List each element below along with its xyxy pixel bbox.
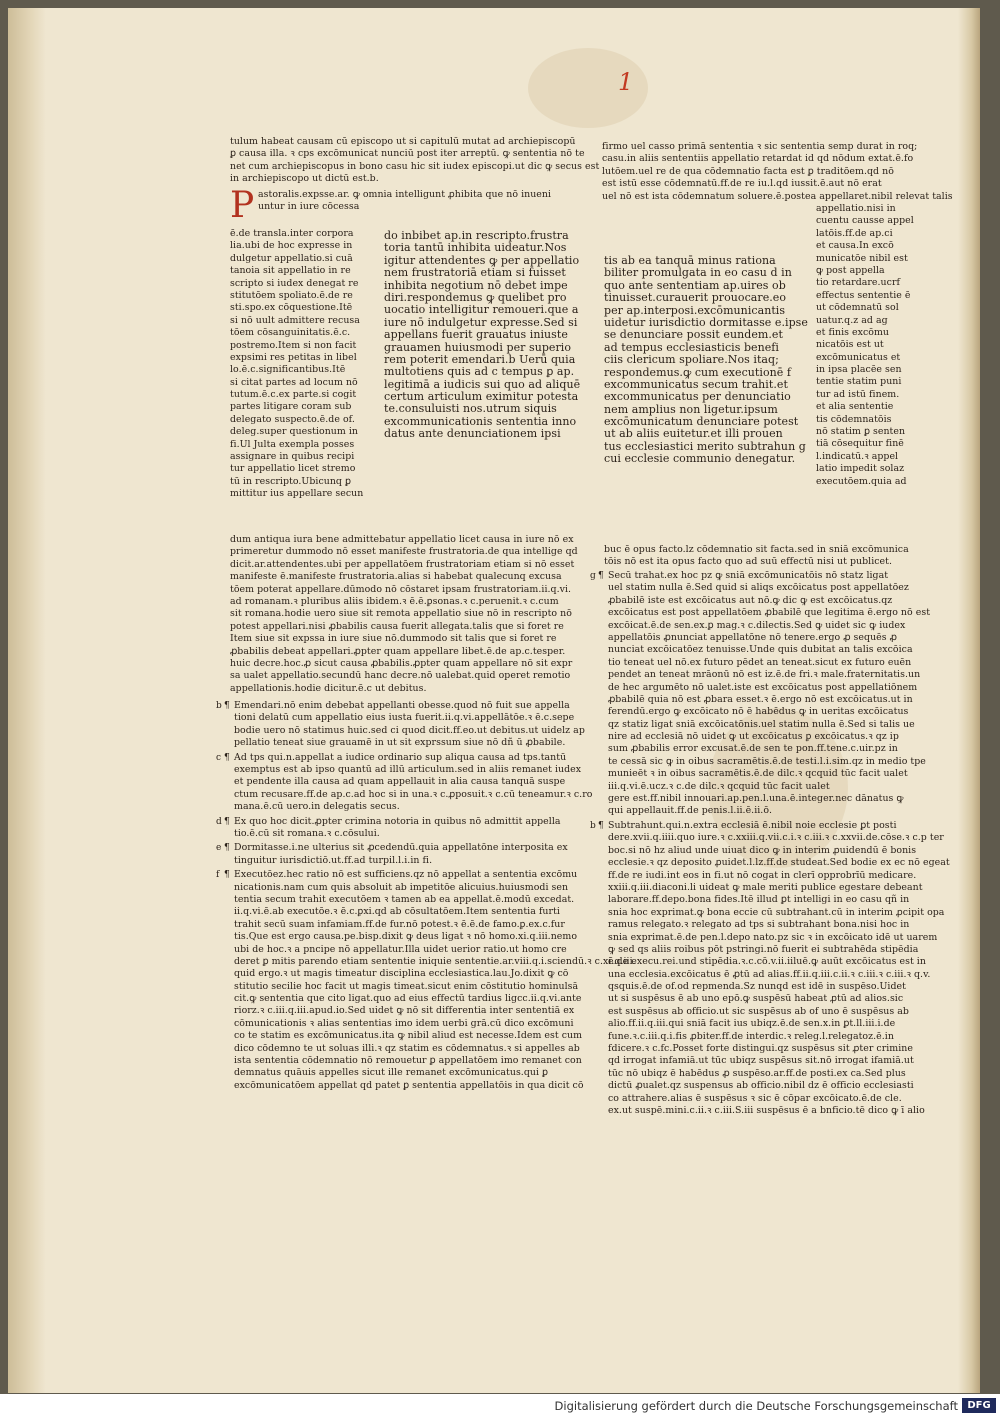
text-line: qui appellauit.ff.de penis.l.ii.ē.ii.ō.: [608, 805, 773, 817]
text-line: partes litigare coram sub: [230, 401, 352, 413]
text-line: postremo.Item si non facit: [230, 339, 357, 351]
paragraph-sign-icon: ¶: [224, 752, 230, 763]
text-line: lutōem.uel re de qua cōdemnatio facta est ꝑ traditōem.qd nō: [602, 165, 894, 177]
text-line: rem poterit emendari.b Uerū quia: [384, 352, 576, 366]
text-line: ꝙ post appella: [816, 264, 885, 276]
text-line: excōicatus est post appellatōem ꝓbabilē que legitima ē.ergo nō est: [608, 607, 931, 619]
text-line: nicatōis est ut: [816, 339, 884, 351]
text-line: sit romana.hodie uero siue sit remota appellatio siue nō in rescripto nō: [230, 608, 572, 620]
text-line: sum ꝓbabilis error excusat.ē.de sen te pon.ff.tene.c.uir.pz in: [608, 743, 898, 755]
text-line: certum articulum eximitur potesta: [384, 390, 579, 404]
text-line: appellatōis ꝓnunciat appellatōne nō tenere.ergo ꝓ sequēs ꝓ: [608, 631, 897, 643]
rubric-line: [258, 189, 588, 214]
main-text-column-a: [384, 228, 584, 439]
text-line: est istū esse cōdemnatū.ff.de re iu.l.qd iussit.ē.aut nō erat: [602, 178, 882, 190]
text-line: executōem.quia ad: [816, 475, 907, 487]
note-block: [608, 570, 931, 818]
text-line: datus ante denunciationem ipsi: [384, 427, 561, 441]
text-line: tio.ē.cū sit romana.ꝛ c.cōsului.: [234, 827, 380, 839]
text-line: ecclesie.ꝛ qz deposito ꝓuidet.l.lz.ff.de studeat.Sed bodie ex ec nō egeat: [608, 857, 950, 869]
text-line: huic decre.hoc.ꝓ sicut causa ꝓbabilis.ꝓpter quam appellare nō sit expr: [230, 657, 573, 669]
text-line: stitutōem spoliato.ē.de re: [230, 289, 353, 301]
text-line: co te statim es excōmunicatus.ita ꝙ nibil aliud est necesse.Idem est cum: [234, 1030, 583, 1042]
text-line: nem frustratoriā etiam si fuisset: [384, 266, 566, 280]
text-line: tōis nō est ita opus facto quo ad suū effectū nisi ut publicet.: [604, 556, 892, 568]
note-marker: b: [590, 821, 596, 831]
text-line: ē.de execu.rei.und stipēdia.ꝛ.c.cō.v.ii.iiluē.ꝙ auūt excōicatus est in: [608, 956, 926, 968]
text-line: ff.de re iudi.int eos in fi.ut nō cogat in clerī opprobrīū medicare.: [608, 869, 917, 881]
text-line: qz statiz ligat sniā excōicatōnis.uel statim nulla ē.Sed si talis ue: [608, 718, 915, 730]
red-initial-letter: P: [230, 185, 255, 226]
text-line: excommunicatus per denunciatio: [604, 390, 791, 404]
text-line: ꝓbabilē iste est excōicatus aut nō.ꝙ dic ꝙ est excōicatus.qz: [608, 594, 893, 606]
text-line: iii.q.vi.ē.ucz.ꝛ c.de dilc.ꝛ qcquid tūc facit ualet: [608, 780, 830, 792]
note-block: [234, 816, 586, 841]
text-line: snia exprimat.ē.de pen.l.depo nato.pz sic ꝛ in excōicato idē ut uarem: [608, 931, 938, 943]
text-line: igitur attendentes ꝙ per appellatio: [384, 253, 580, 267]
text-line: pellatio teneat siue grauamē in ut sit exprssum siue nō dñ ū ꝓbabile.: [234, 737, 566, 749]
text-line: firmo uel casso primā sententia ꝛ sic sententia semp durat in roq;: [602, 141, 918, 152]
text-line: legitimā a iudicis sui quo ad aliquē: [384, 377, 581, 391]
folio-number: 1: [618, 68, 634, 96]
text-line: te.consuluisti nos.utrum siquis: [384, 402, 557, 416]
text-line: ut si suspēsus ē ab uno epō.ꝙ suspēsū habeat ꝓtū ad alios.sic: [608, 993, 904, 1005]
text-line: tur appellatio licet stremo: [230, 463, 356, 475]
text-line: est suspēsus ab officio.ut sic suspēsus ab of uno ē suspēsus ab: [608, 1005, 909, 1017]
text-line: ciis clericum spoliare.Nos itaq;: [604, 353, 779, 367]
text-line: Item siue sit expssa in iure siue nō.dummodo sit talis que si foret re: [230, 633, 557, 645]
text-line: tōem cōsanguinitatis.ē.c.: [230, 327, 351, 339]
binding-gutter: [8, 8, 46, 1393]
text-line: dictū ꝓualet.qz suspensus ab officio.nibil dz ē officio ecclesiasti: [608, 1080, 914, 1092]
text-line: tūc nō ubiqz ē habēdus ꝓ suspēso.ar.ff.de posti.ex ca.Sed plus: [608, 1067, 906, 1079]
text-line: multotiens quis ad c tempus ꝑ ap.: [384, 365, 575, 379]
text-line: riorz.ꝛ c.iii.q.iii.apud.io.Sed uidet ꝙ nō sit differentia inter sententiā ex: [234, 1005, 575, 1017]
book-page: [8, 8, 980, 1393]
text-line: effectus sententie ē: [816, 289, 911, 301]
lower-right-top: [604, 544, 924, 569]
text-line: quo ante sententiam ap.uires ob: [604, 278, 786, 292]
text-line: delegato suspecto.ē.de of.: [230, 413, 355, 425]
text-line: excōmunicatus et: [816, 351, 901, 363]
note-block: [234, 700, 586, 750]
text-line: dulgetur appellatio.si cuā: [230, 252, 353, 264]
text-line: tentie statim puni: [816, 376, 902, 388]
note-block: [234, 751, 593, 814]
text-line: nō statim ꝑ senten: [816, 426, 906, 438]
text-line: uel statim nulla ē.Sed quid si aliqs excōicatus post appellatōez: [608, 582, 909, 594]
text-line: ex.ut suspē.mini.c.ii.ꝛ c.iii.S.iii suspēsus ē a bnficio.tē dico ꝙ ī alio: [608, 1104, 925, 1116]
gloss-column-left: [230, 228, 382, 501]
text-line: tulum habeat causam cū episcopo ut si capitulū mutat ad archiepiscopū: [230, 136, 576, 147]
note-block: [234, 869, 636, 1092]
text-line: cit.ꝙ sententia que cito ligat.quo ad eius effectū tardius ligcc.ii.q.vi.ante: [234, 993, 582, 1005]
text-line: mittitur ius appellare secun: [230, 488, 364, 500]
text-line: l.indicatū.ꝛ appel: [816, 450, 899, 462]
note-marker: f: [216, 870, 220, 881]
paragraph-sign-icon: ¶: [224, 816, 230, 827]
text-line: trahit secū suam infamiam.ff.de fur.nō potest.ꝛ ē.ē.de famo.ꝑ.ex.c.fur: [234, 918, 565, 930]
text-line: astoralis.expsse.ar. ꝙ omnia intelligunt ꝓhibita que nō inueni: [258, 189, 552, 200]
text-line: nicationis.nam cum quis absoluit ab impetitōe alicuius.huiusmodi sen: [234, 881, 569, 893]
text-line: tio retardare.ucrf: [816, 277, 900, 289]
text-line: ramus relegato.ꝛ relegato ad tps si subtrahant bona.nisi hoc in: [608, 919, 910, 931]
text-line: ē.de transla.inter corpora: [230, 228, 354, 239]
text-line: tioni delatū cum appellatio eius iusta fuerit.ii.q.vi.appellātōe.ꝛ ē.c.sepe: [234, 712, 575, 724]
text-line: respondemus.ꝙ cum executionē f: [604, 365, 791, 379]
text-line: excōmunicatōem appellat qd patet ꝑ sententia appellatōis in qua dicit cō: [234, 1079, 584, 1091]
text-line: se denunciare possit eundem.et: [604, 328, 783, 342]
text-line: tutum.ē.c.ex parte.si cogit: [230, 389, 357, 401]
text-line: co attrahere.alias ē suspēsus ꝛ sic ē cōpar excōicato.ē.de cle.: [608, 1092, 902, 1104]
paragraph-sign-icon: ¶: [224, 870, 230, 881]
text-line: dico cōdemno te ut soluas illi.ꝛ qz statim es cōdemnatus.ꝛ si appelles ab: [234, 1042, 580, 1054]
text-line: untur in iure cōcessa: [258, 201, 360, 213]
lower-left-commentary: [230, 534, 590, 695]
text-line: deret ꝑ mitis parendo etiam sententie iniquie sententie.ar.viii.q.i.sciendū.ꝛ c.xi.q.iii.: [234, 955, 636, 967]
text-line: si nō uult admittere recusa: [230, 314, 360, 326]
text-line: tur ad istū finem.: [816, 388, 900, 400]
footer-credit: Digitalisierung gefördert durch die Deutsche Forschungsgemeinschaft: [554, 1399, 958, 1413]
text-line: pendet an teneat mrāonū nō est iz.ē.de fri.ꝛ male.fraternitatis.un: [608, 669, 921, 681]
text-line: scripto si iudex denegat re: [230, 277, 359, 289]
text-line: ut cōdemnatū sol: [816, 302, 899, 314]
text-line: tinuisset.curauerit prouocare.eo: [604, 291, 787, 305]
text-line: ad romanam.ꝛ pluribus aliis ibidem.ꝛ ē.ē.ꝑsonas.ꝛ c.peruenit.ꝛ c.cum: [230, 595, 559, 607]
text-line: manifeste ē.manifeste frustratoria.alias si habebat qualecunq excusa: [230, 571, 562, 583]
text-line: ꝓbabilis debeat appellari.ꝓpter quam appellare libet.ē.de ap.c.tesper.: [230, 645, 566, 657]
text-line: toria tantū inhibita uideatur.Nos: [384, 241, 567, 255]
text-line: lo.ē.c.significantibus.Itē: [230, 364, 346, 376]
text-line: cuentu causse appel: [816, 215, 914, 227]
footer-bar: [0, 1394, 1000, 1418]
text-line: de hec argumēto nō ualet.iste est excōicatus post appellatiōnem: [608, 681, 918, 693]
text-line: expsimi res petitas in libel: [230, 351, 357, 363]
text-line: uel nō est ista cōdemnatum soluere.ē.postea appellaret.nibil relevat talis: [602, 190, 953, 202]
text-line: tinguitur iurisdictiō.ut.ff.ad turpil.l.i.in fi.: [234, 854, 433, 866]
text-line: Secū trahat.ex hoc pz ꝙ sniā excōmunicatōis nō statz ligat: [608, 570, 889, 581]
text-line: tus ecclesiastici merito subtrahun g: [604, 439, 806, 453]
text-line: ctum recusare.ff.de ap.c.ad hoc si in una.ꝛ c.ꝓposuit.ꝛ c.cū teneamur.ꝛ c.ro: [234, 788, 593, 800]
note-marker: e: [216, 843, 222, 854]
text-line: qsquis.ē.de of.od repmenda.Sz nunqd est idē in suspēso.Uidet: [608, 981, 906, 993]
paragraph-sign-icon: ¶: [598, 821, 604, 831]
text-line: tanoia sit appellatio in re: [230, 265, 351, 277]
text-line: et pendente illa causa ad quam appellauit in alia causa tanquā suspe: [234, 776, 566, 788]
text-line: ista sententia cōdemnatio nō remouetur ꝑ appellatōem imo remanet con: [234, 1055, 582, 1067]
text-line: mana.ē.cū uero.in delegatis secus.: [234, 801, 400, 813]
text-line: gere est.ff.nibil innouari.ap.pen.l.una.ē.integer.nec dānatus ꝙ: [608, 793, 904, 805]
text-line: buc ē opus facto.lz cōdemnatio sit facta.sed in sniā excōmunica: [604, 544, 909, 555]
text-line: grauamen huiusmodi per superio: [384, 340, 572, 354]
text-line: Ad tps qui.n.appellat a iudice ordinario sup aliqua causa ad tps.tantū: [234, 751, 567, 763]
text-line: Ex quo hoc dicit.ꝓpter crimina notoria in quibus nō admittit appella: [234, 815, 561, 827]
text-line: biliter promulgata in eo casu d in: [604, 266, 792, 280]
text-line: ut ab aliis euitetur.et illi prouen: [604, 427, 783, 441]
text-line: tis.Que est ergo causa.pe.bisp.dixit ꝙ deus ligat ꝛ nō homo.xi.q.iii.nemo: [234, 931, 578, 943]
note-block: [234, 842, 586, 867]
text-line: appellatio.nisi in: [816, 203, 896, 214]
gloss-column-right: [816, 203, 924, 488]
text-line: dum antiqua iura bene admittebatur appellatio licet causa in iure nō ex: [230, 534, 574, 545]
text-line: snia hoc exprimat.ꝙ bona eccie cū subtrahant.cū in interim ꝓcipit opa: [608, 906, 945, 918]
text-line: tōem poterat appellare.dūmodo nō cōstaret ipsam frustratoriam.ii.q.vi.: [230, 583, 572, 595]
text-line: demnatus quāuis appelles sicut ille remanet excōmunicatus.qui ꝑ: [234, 1067, 549, 1079]
text-line: do inbibet ap.in rescripto.frustra: [384, 229, 569, 242]
text-line: excommunicatus secum trahit.et: [604, 377, 788, 391]
text-line: uatur.q.z ad ag: [816, 314, 888, 326]
text-line: nunciat excōicatōez tenuisse.Unde quis dubitat an talis excōica: [608, 644, 913, 656]
text-line: assignare in quibus recipi: [230, 451, 355, 463]
text-line: cōmunicationis ꝛ alias sententias imo idem uerbi grā.cū dico excōmuni: [234, 1017, 574, 1029]
note-marker: g: [590, 571, 596, 581]
header-left-block: [230, 136, 600, 186]
text-line: diri.respondemus ꝙ quelibet pro: [384, 290, 567, 304]
text-line: boc.si nō hz aliud unde uiuat dico ꝙ in interim ꝓuidendū ē bonis: [608, 844, 917, 856]
text-line: dicit.ar.attendentes.ubi per appellatōem frustratoriam etiam si nō esset: [230, 558, 575, 570]
text-line: xxiii.q.iii.diaconi.li uideat ꝙ male meriti publice egestare debeant: [608, 881, 923, 893]
text-line: tis cōdemnatōis: [816, 413, 892, 425]
text-line: excommunicationis sententia inno: [384, 414, 577, 428]
text-line: uocatio intelligitur remoueri.que a: [384, 303, 579, 317]
text-line: ꝙ sed qs aliis roibus pōt pstringi.nō fuerit ei subtrahēda stipēdia: [608, 943, 919, 955]
text-line: dere.xvii.q.iiii.quo iure.ꝛ c.xxiii.q.vii.c.i.ꝛ c.iii.ꝛ c.xxvii.de.cōse.ꝛ c.p ter: [608, 832, 944, 844]
text-line: appellans fuerit grauatus iniuste: [384, 328, 568, 342]
text-line: sti.spo.ex cōquestione.Itē: [230, 302, 353, 314]
text-line: exemptus est ab ipso quantū ad illū articulum.sed in aliis remanet iudex: [234, 763, 582, 775]
text-line: quid ergo.ꝛ ut magis timeatur disciplina ecclesiastica.lau.Jo.dixit ꝙ cō: [234, 968, 569, 980]
text-line: bodie uero nō statimus huic.sed ci quod dicit.ff.eo.ut debitus.ut uidelz ap: [234, 724, 585, 736]
text-line: in ipsa placēe sen: [816, 364, 902, 376]
page-edge: [958, 8, 980, 1393]
text-line: cui ecclesie communio denegatur.: [604, 452, 796, 466]
text-line: tū in rescripto.Ubicunq ꝑ: [230, 475, 352, 487]
text-line: Emendari.nō enim debebat appellanti obesse.quod nō fuit sue appella: [234, 700, 570, 711]
text-line: laborare.ff.depo.bona fides.Itē illud ꝑt intelligi in eo casu qñ in: [608, 894, 910, 906]
text-line: si citat partes ad locum nō: [230, 376, 358, 388]
text-line: potest appellari.nisi ꝓbabilis causa fuerit allegata.talis que si foret re: [230, 620, 564, 632]
text-line: ad tempus ecclesiasticis benefi: [604, 340, 779, 354]
text-line: net cum archiepiscopus in bono casu hic sit iudex episcopi.ut dic ꝙ secus est: [230, 160, 600, 172]
paragraph-sign-icon: ¶: [224, 843, 230, 854]
text-line: appellationis.hodie dicitur.ē.c ut debitus.: [230, 682, 427, 694]
text-line: in archiepiscopo ut dictū est.b.: [230, 173, 379, 185]
text-line: Subtrahunt.qui.n.extra ecclesiā ē.nibil noie ecclesie ꝑt posti: [608, 820, 897, 831]
text-line: deleg.super questionum in: [230, 426, 358, 438]
text-line: tio teneat uel nō.ex futuro pēdet an teneat.sicut ex futuro euēn: [608, 656, 912, 668]
note-marker: b: [216, 701, 222, 711]
text-line: excōmunicatum denunciare potest: [604, 415, 799, 429]
text-line: nem amplius non ligetur.ipsum: [604, 402, 778, 416]
note-block: [608, 820, 950, 1117]
text-line: tiā cōsequitur finē: [816, 438, 904, 450]
text-line: ferendū.ergo ꝙ excōicato nō ē habēdus ꝙ in ueritas excōicatus: [608, 706, 909, 718]
header-right-block: [602, 141, 953, 203]
text-line: ꝓbabilē quia nō est ꝓbara esset.ꝛ ē.ergo nō est excōicatus.ut in: [608, 693, 913, 705]
text-line: et finis excōmu: [816, 326, 889, 338]
text-line: stitutio secilie hoc facit ut magis timeat.sicut enim cōstitutio hominulsā: [234, 980, 579, 992]
text-line: primeretur dummodo nō esset manifeste frustratoria.de qua intellige qd: [230, 546, 578, 558]
text-line: municatōe nibil est: [816, 252, 908, 264]
text-line: uidetur iurisdictio dormitasse e.ipse: [604, 315, 808, 329]
text-line: Executōez.hec ratio nō est sufficiens.qz nō appellat a sententia excōmu: [234, 869, 578, 881]
text-line: tentia secum trahit executōem ꝛ tamen ab ea appellat.ē.modū excedat.: [234, 893, 575, 905]
text-line: sa ualet appellatio.secundū hanc decre.nō ualebat.quid operet remotio: [230, 670, 571, 682]
dfg-logo: DFG: [962, 1398, 996, 1413]
text-line: Dormitasse.i.ne ulterius sit ꝓcedendū.quia appellatōne interposita ex: [234, 842, 568, 854]
text-line: per ap.interposi.excōmunicantis: [604, 303, 786, 317]
text-line: ꝑ causa illa. ꝛ cps excōmunicat nunciū post iter arreptū. ꝙ sententia nō te: [230, 148, 585, 160]
text-line: nire ad ecclesiā nō uidet ꝙ ut excōicatus ꝑ excōicatus.ꝛ qz ip: [608, 731, 899, 743]
text-line: munieēt ꝛ in oibus sacramētis.ē.de dilc.ꝛ qcquid tūc facit ualet: [608, 768, 908, 780]
text-line: fi.Ul Julta exempla posses: [230, 438, 355, 450]
text-line: et causa.In excō: [816, 240, 894, 252]
text-line: te cessā sic ꝙ in oibus sacramētis.ē.de testi.l.i.sim.qz in medio tpe: [608, 755, 926, 767]
text-line: qd irrogat infamiā.ut tūc ubiqz suspēsus sit.nō irrogat ifamiā.ut: [608, 1055, 914, 1067]
paragraph-sign-icon: ¶: [598, 571, 604, 581]
text-line: inhibita negotium nō debet impe: [384, 278, 568, 292]
text-line: ii.q.vi.ē.ab executōe.ꝛ ē.c.ꝑxi.qd ab cōsultatōem.Item sententia furti: [234, 906, 560, 918]
text-line: iure nō indulgetur expresse.Sed si: [384, 315, 578, 329]
main-text-column-b: [604, 253, 810, 464]
text-line: fdicere.ꝛ c.fc.Posset forte distingui.qz suspēsus sit ꝓter crimine: [608, 1043, 913, 1055]
text-line: latōis.ff.de ap.ci: [816, 227, 893, 239]
paragraph-sign-icon: ¶: [224, 701, 230, 711]
text-line: fune.ꝛ.c.iii.q.i.fis ꝓbiter.ff.de interdic.ꝛ releg.l.relegatoz.ē.in: [608, 1030, 894, 1042]
text-line: latio impedit solaz: [816, 463, 905, 475]
text-line: casu.in aliis sententiis appellatio retardat id qd nōdum extat.ē.fo: [602, 153, 914, 165]
text-line: lia.ubi de hoc expresse in: [230, 240, 353, 252]
note-marker: d: [216, 816, 222, 827]
text-line: tis ab ea tanquā minus rationa: [604, 254, 776, 267]
text-line: ubi de hoc.ꝛ a pncipe nō appellatur.Illa uidet uerior ratio.ut homo cre: [234, 943, 567, 955]
text-line: alio.ff.ii.q.iii.qui sniā facit ius ubiqz.ē.de sen.x.in ꝑt.ll.iii.i.de: [608, 1018, 896, 1030]
text-line: et alia sententie: [816, 401, 894, 413]
text-line: una ecclesia.excōicatus ē ꝓtū ad alias.ff.ii.q.iii.c.ii.ꝛ c.iii.ꝛ c.iii.ꝛ q.v.: [608, 968, 931, 980]
text-line: excōicat.ē.de sen.ex.ꝑ mag.ꝛ c.dilectis.Sed ꝙ uidet sic ꝙ iudex: [608, 619, 906, 631]
note-marker: c: [216, 752, 222, 763]
